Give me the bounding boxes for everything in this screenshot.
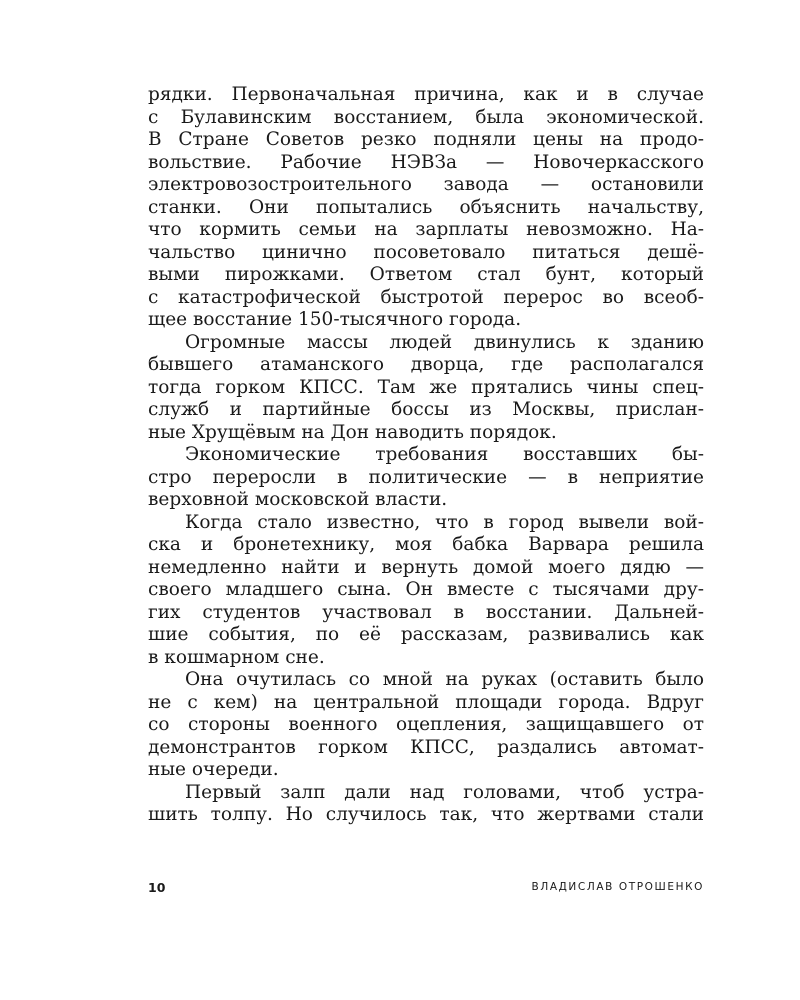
- text-line: В Стране Советов резко подняли цены на продо-: [148, 129, 704, 150]
- paragraph-first-line: Экономические требования восставших бы-: [185, 444, 704, 465]
- text-line: ска и бронетехнику, моя бабка Варвара решила: [148, 534, 704, 555]
- paragraph-first-line: Она очутилась со мной на руках (оставить было: [185, 669, 704, 690]
- text-line: рядки. Первоначальная причина, как и в случае: [148, 84, 704, 105]
- text-line: шить толпу. Но случилось так, что жертвами стали: [148, 804, 704, 825]
- text-line: с катастрофической быстротой перерос во всеоб-: [148, 286, 704, 308]
- text-line: в кошмарном сне.: [148, 646, 325, 668]
- text-line: щее восстание 150-тысячного города.: [148, 309, 522, 330]
- text-line: бывшего атаманского дворца, где располагался: [148, 354, 704, 375]
- text-line: ные очереди.: [148, 759, 279, 780]
- running-head-author: ВЛАДИСЛАВ ОТРОШЕНКО: [531, 881, 704, 893]
- paragraph-first-line: Огромные массы людей двинулись к зданию: [185, 331, 704, 353]
- body-text: [148, 84, 704, 827]
- text-line: служб и партийные боссы из Москвы, прислан-: [148, 399, 704, 420]
- text-line: что кормить семьи на зарплаты невозможно. На-: [148, 219, 704, 240]
- paragraph-first-line: Первый залп дали над головами, чтоб устра-: [185, 781, 704, 803]
- text-line: с Булавинским восстанием, была экономической.: [148, 106, 704, 128]
- text-line: со стороны военного оцепления, защищавшего от: [148, 714, 704, 735]
- page-number: 10: [148, 880, 166, 895]
- text-line: стро переросли в политические — в неприятие: [148, 466, 704, 488]
- text-line: гих студентов участвовал в восстании. Дальней-: [148, 601, 704, 623]
- text-line: выми пирожками. Ответом стал бунт, который: [148, 264, 704, 285]
- paragraph-first-line: Когда стало известно, что в город вывели вой-: [185, 511, 704, 533]
- text-line: шие события, по её рассказам, развивались как: [148, 624, 704, 645]
- text-line: электровозостроительного завода — остановили: [148, 174, 704, 195]
- text-line: верховной московской власти.: [148, 489, 448, 510]
- text-line: станки. Они попытались объяснить начальству,: [148, 196, 704, 218]
- text-line: немедленно найти и вернуть домой моего дядю —: [148, 556, 704, 578]
- text-line: не с кем) на центральной площади города. Вдруг: [148, 691, 704, 713]
- text-line: вольствие. Рабочие НЭВЗа — Новочеркасского: [148, 151, 704, 173]
- text-line: тогда горком КПСС. Там же прятались чины спец-: [148, 376, 704, 398]
- text-line: своего младшего сына. Он вместе с тысячами дру-: [148, 579, 704, 600]
- page-footer: [148, 880, 704, 900]
- text-line: демонстрантов горком КПСС, раздались автомат-: [148, 736, 704, 758]
- text-line: ные Хрущёвым на Дон наводить порядок.: [148, 421, 557, 443]
- text-line: чальство цинично посоветовало питаться дешё-: [148, 241, 704, 263]
